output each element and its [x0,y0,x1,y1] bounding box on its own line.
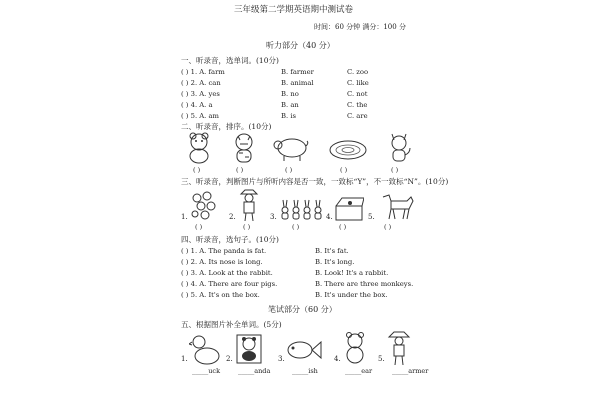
s1-row1-c: C. zoo [347,68,369,76]
s1-row4-b: B. an [281,101,299,109]
s2-blank1[interactable]: ( ) [193,166,201,174]
flowers-icon [189,190,219,222]
s5-num1: 1. [181,355,188,363]
s4-row2-a: ( ) 2. A. Its nose is long. [181,258,263,266]
exam-meta: 时间：60 分钟 满分：100 分 [314,23,406,31]
farmer-icon [238,188,260,222]
s3-num2: 2. [229,213,236,221]
s2-blank2[interactable]: ( ) [236,166,244,174]
horse-icon [377,191,417,221]
s4-row3-b: B. Look! It's a rabbit. [315,269,389,277]
sheep-icon [328,139,368,161]
duck-icon [189,334,221,366]
section2-title: 二、听录音，排序。(10分) [181,122,272,131]
farmer-icon [387,330,411,366]
tiger-icon [230,132,258,164]
s5-word3[interactable]: _____ish [292,367,318,375]
s1-row3-b: B. no [281,90,299,98]
box-icon [334,194,364,222]
s3-num3: 3. [270,213,277,221]
s3-blank1[interactable]: ( ) [195,223,203,231]
s2-blank4[interactable]: ( ) [340,166,348,174]
section3-title: 三、听录音，判断图片与所听内容是否一致，一致标“Y”，不一致标“N”。(10分) [181,177,449,186]
s1-row1-b: B. farmer [281,68,314,76]
s5-word4[interactable]: _____ear [345,367,373,375]
pig-icon [272,136,310,162]
writing-heading: 笔试部分（60 分） [268,305,337,314]
s4-row3-a: ( ) 3. A. Look at the rabbit. [181,269,273,277]
s1-row5-b: B. is [281,112,296,120]
s3-num5: 5. [368,213,375,221]
section4-title: 四、听录音，选句子。(10分) [181,235,279,244]
section5-title: 五、根据图片补全单词。(5分) [181,320,282,329]
panda-icon [236,334,262,364]
s4-row2-b: B. It's long. [315,258,355,266]
s3-blank2[interactable]: ( ) [243,223,251,231]
s5-num4: 4. [334,355,341,363]
s1-row2-b: B. animal [281,79,314,87]
s4-row5-b: B. It's under the box. [315,291,388,299]
s3-blank3[interactable]: ( ) [292,223,300,231]
s3-num1: 1. [181,213,188,221]
s5-word2[interactable]: _____anda [238,367,271,375]
s5-num2: 2. [226,355,233,363]
s3-blank5[interactable]: ( ) [384,223,392,231]
s1-row2-a: ( ) 2. A. can [181,79,221,87]
s5-word1[interactable]: _____uck [192,367,221,375]
s1-row4-c: C. the [347,101,368,109]
s1-row1-a: ( ) 1. A. farm [181,68,225,76]
s4-row1-b: B. It's fat. [315,247,349,255]
s1-row4-a: ( ) 4. A. a [181,101,213,109]
bear-icon [343,332,367,364]
s5-word5[interactable]: _____armer [392,367,429,375]
s4-row4-b: B. There are three monkeys. [315,280,414,288]
s4-row4-a: ( ) 4. A. There are four pigs. [181,280,278,288]
s1-row3-a: ( ) 3. A. yes [181,90,220,98]
s3-num4: 4. [326,213,333,221]
rabbits-icon [279,198,323,220]
s1-row5-a: ( ) 5. A. am [181,112,219,120]
s1-row5-c: C. are [347,112,368,120]
s2-blank3[interactable]: ( ) [285,166,293,174]
s4-row5-a: ( ) 5. A. It's on the box. [181,291,260,299]
s2-blank5[interactable]: ( ) [391,166,399,174]
s5-num5: 5. [378,355,385,363]
fish-icon [286,338,322,362]
s1-row3-c: C. not [347,90,368,98]
section1-title: 一、听录音，选单词。(10分) [181,56,279,65]
bear-icon [184,132,214,164]
s3-blank4[interactable]: ( ) [339,223,347,231]
s1-row2-c: C. like [347,79,369,87]
s4-row1-a: ( ) 1. A. The panda is fat. [181,247,267,255]
exam-title: 三年级第二学期英语期中测试卷 [234,5,354,15]
cat-icon [386,131,412,163]
s5-num3: 3. [278,355,285,363]
listening-heading: 听力部分（40 分） [266,41,335,50]
